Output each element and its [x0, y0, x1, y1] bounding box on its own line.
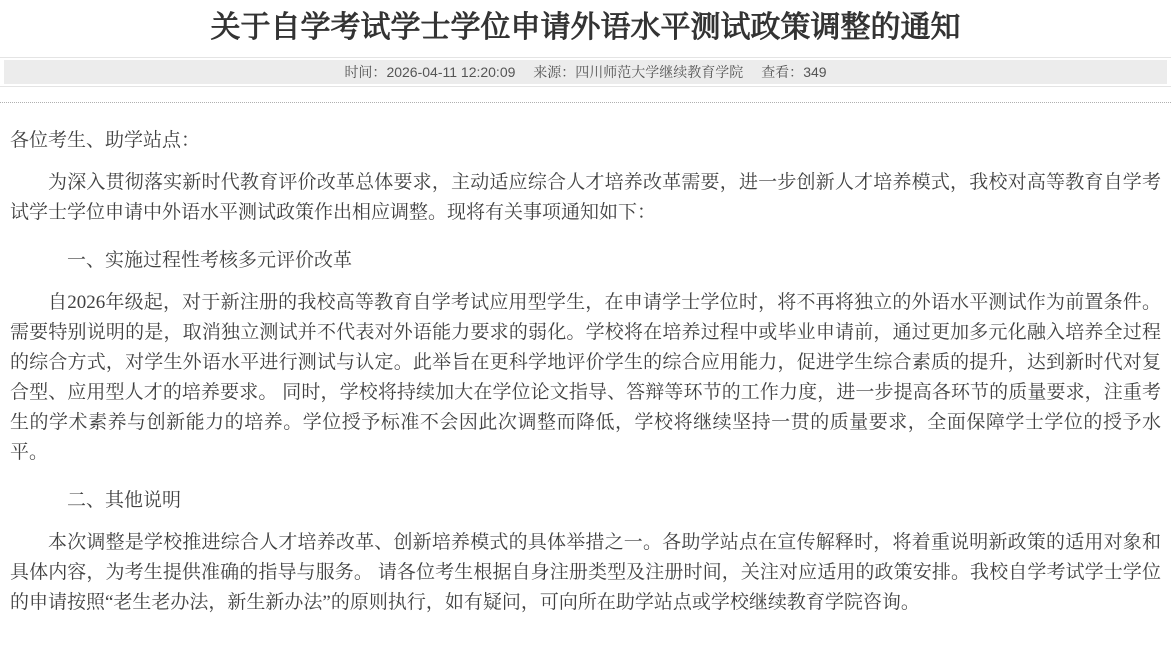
- meta-bar-wrap: [0, 57, 1171, 87]
- meta-source-label: 来源：: [533, 64, 576, 80]
- meta-time: [344, 60, 515, 84]
- salutation: 各位考生、助学站点：: [10, 130, 201, 151]
- section-heading-1: 一、实施过程性考核多元评价改革: [67, 250, 353, 271]
- meta-views-label: 查看：: [761, 64, 804, 80]
- page-title: 关于自学考试学士学位申请外语水平测试政策调整的通知: [210, 11, 961, 44]
- paragraph-section-1: 自2026年级起，对于新注册的我校高等教育自学考试应用型学生，在申请学士学位时，将不再将独立的外语水平测试作为前置条件。 需要特别说明的是，取消独立测试并不代表对外语能力要求的弱化。学校将在培养过程中或毕业申请前，通过更加多元化融入培养全过程的综合方式，对学生外语水平进行测试与认定。此举旨在更科学地评价学生的综合应用能力，促进学生综合素质的提升，达到新时代对复合型、应用型人才的培养要求。 同时，学校将持续加大在学位论文指导、答辩等环节的工作力度，进一步提高各环节的质量要求，注重考生的学术素养与创新能力的培养。学位授予标准不会因此次调整而降低，学校将继续坚持一贯的质量要求，全面保障学士学位的授予水平。: [10, 292, 1161, 463]
- section-heading-2: 二、其他说明: [67, 490, 182, 511]
- meta-time-value: 2026-04-11 12:20:09: [386, 64, 516, 80]
- meta-views: [761, 60, 826, 84]
- meta-source-value: 四川师范大学继续教育学院: [575, 64, 744, 80]
- meta-source: [533, 60, 743, 84]
- meta-views-value: 349: [803, 64, 827, 80]
- meta-time-label: 时间：: [344, 64, 387, 80]
- paragraph-section-2: 本次调整是学校推进综合人才培养改革、创新培养模式的具体举措之一。各助学站点在宣传解释时，将着重说明新政策的适用对象和具体内容，为考生提供准确的指导与服务。 请各位考生根据自身注册类型及注册时间，关注对应适用的政策安排。我校自学考试学士学位的申请按照“老生老办法，新生新办法”的原则执行，如有疑问，可向所在助学站点或学校继续教育学院咨询。: [10, 532, 1161, 613]
- meta-bar: [4, 60, 1167, 84]
- paragraph-intro: 为深入贯彻落实新时代教育评价改革总体要求，主动适应综合人才培养改革需要，进一步创新人才培养模式，我校对高等教育自学考试学士学位申请中外语水平测试政策作出相应调整。现将有关事项通知如下：: [10, 172, 1161, 223]
- notice-body: [0, 102, 1171, 618]
